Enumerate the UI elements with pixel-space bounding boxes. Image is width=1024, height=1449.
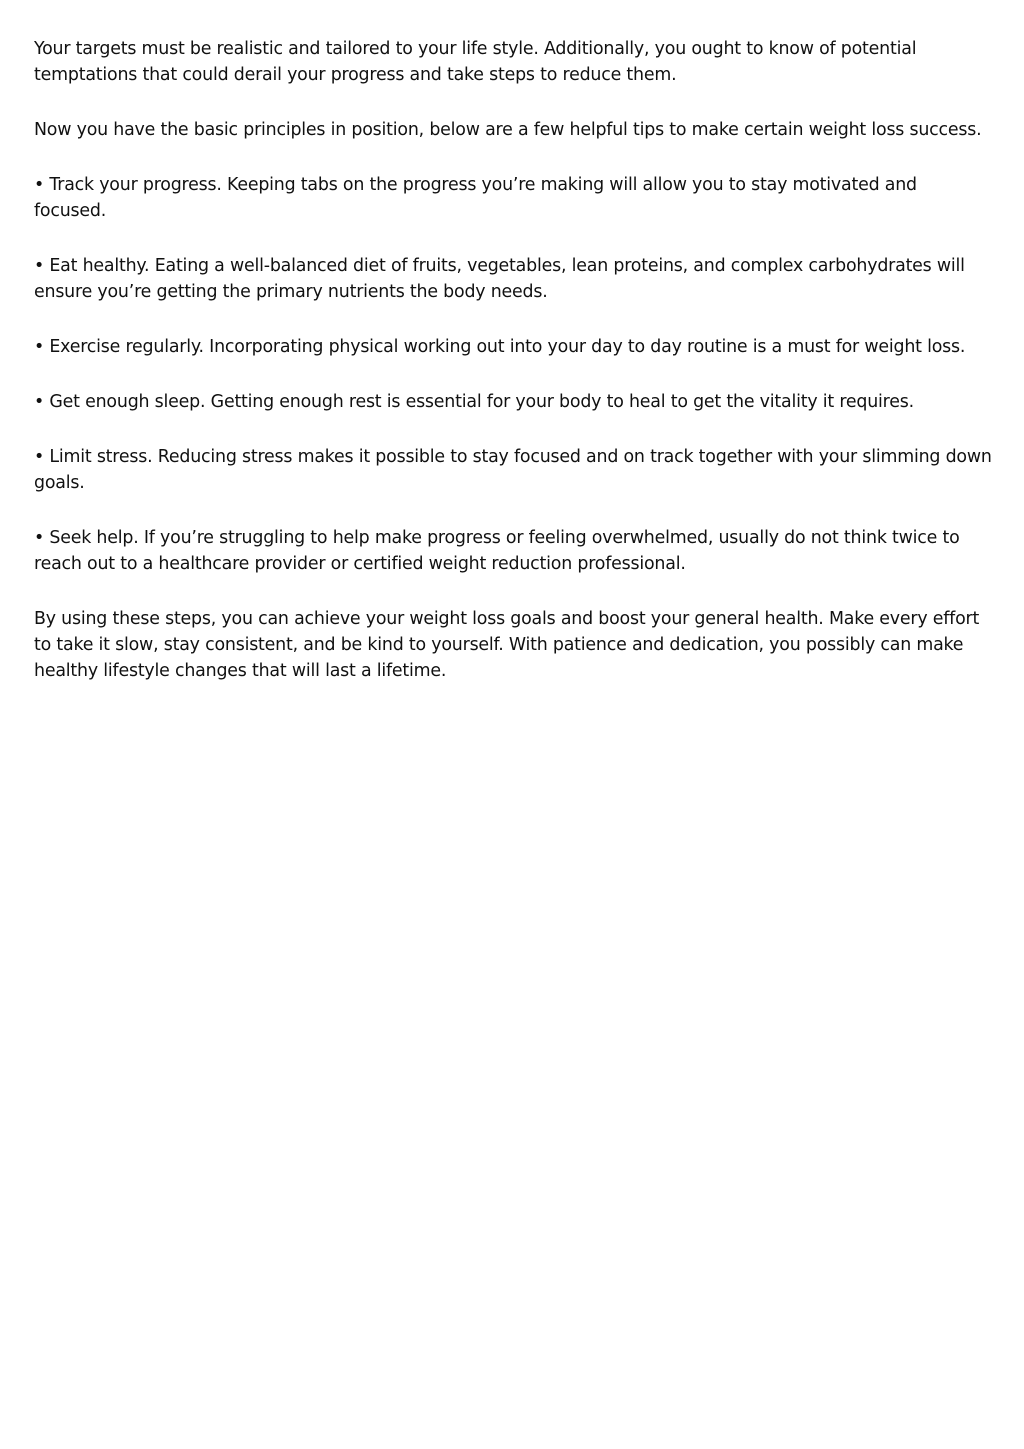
intro-paragraph: Your targets must be realistic and tailored to your life style. Additionally, you ought to know of potential temptations that could derail your progress and take steps to reduce them. bbox=[34, 39, 917, 85]
tips-intro-paragraph: Now you have the basic principles in position, below are a few helpful tips to make certain weight loss success. bbox=[34, 120, 982, 140]
tip-seek-help: • Seek help. If you’re struggling to help make progress or feeling overwhelmed, usually do not think twice to reach out to a healthcare provider or certified weight reduction professional. bbox=[34, 528, 960, 574]
tip-track-progress: • Track your progress. Keeping tabs on the progress you’re making will allow you to stay motivated and focused. bbox=[34, 175, 917, 221]
conclusion-paragraph: By using these steps, you can achieve your weight loss goals and boost your general health. Make every effort to take it slow, stay consistent, and be kind to yourself. With patience and dedication, you possibly can make healthy lifestyle changes that will last a lifetime. bbox=[34, 609, 980, 681]
tip-exercise-regularly: • Exercise regularly. Incorporating physical working out into your day to day routine is a must for weight loss. bbox=[34, 337, 966, 357]
document-body bbox=[34, 36, 994, 713]
tip-limit-stress: • Limit stress. Reducing stress makes it possible to stay focused and on track together with your slimming down goals. bbox=[34, 447, 992, 493]
tip-eat-healthy: • Eat healthy. Eating a well-balanced diet of fruits, vegetables, lean proteins, and complex carbohydrates will ensure you’re getting the primary nutrients the body needs. bbox=[34, 256, 965, 302]
tip-get-enough-sleep: • Get enough sleep. Getting enough rest is essential for your body to heal to get the vitality it requires. bbox=[34, 392, 914, 412]
